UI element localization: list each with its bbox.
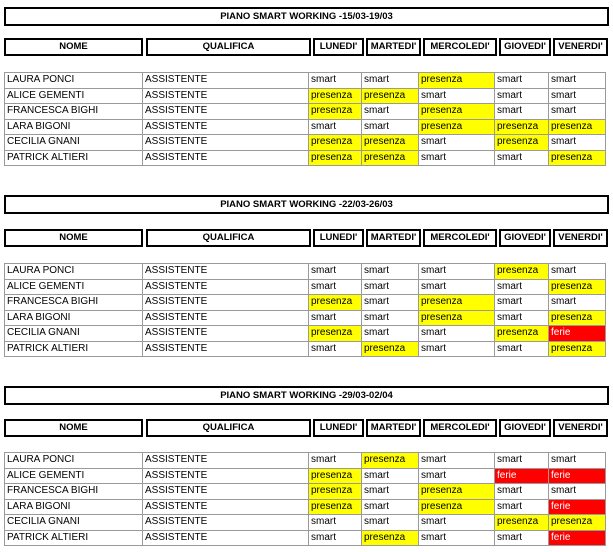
lunedi-status-cell[interactable]: smart [309, 119, 362, 135]
martedi-status-cell[interactable]: presenza [362, 88, 419, 104]
mercoledi-status-cell[interactable]: smart [419, 135, 495, 151]
lunedi-status-cell[interactable]: presenza [309, 468, 362, 484]
name-cell[interactable]: CECILIA GNANI [5, 135, 143, 151]
venerdi-status-cell[interactable]: smart [549, 104, 606, 120]
martedi-status-cell[interactable]: smart [362, 468, 419, 484]
qualifica-cell[interactable]: ASSISTENTE [143, 279, 309, 295]
lunedi-status-cell[interactable]: smart [309, 310, 362, 326]
martedi-status-cell[interactable]: smart [362, 264, 419, 280]
giovedi-status-cell[interactable]: smart [495, 310, 549, 326]
giovedi-status-cell[interactable]: smart [495, 88, 549, 104]
giovedi-status-cell[interactable]: presenza [495, 264, 549, 280]
header-mercoledi: MERCOLEDI' [423, 38, 497, 56]
lunedi-status-cell[interactable]: presenza [309, 135, 362, 151]
name-cell[interactable]: LARA BIGONI [5, 499, 143, 515]
martedi-status-cell[interactable]: presenza [362, 530, 419, 546]
qualifica-cell[interactable]: ASSISTENTE [143, 326, 309, 342]
qualifica-cell[interactable]: ASSISTENTE [143, 264, 309, 280]
header-lunedi: LUNEDI' [313, 419, 364, 437]
name-cell[interactable]: PATRICK ALTIERI [5, 150, 143, 166]
lunedi-status-cell[interactable]: smart [309, 530, 362, 546]
giovedi-status-cell[interactable]: smart [495, 279, 549, 295]
qualifica-cell[interactable]: ASSISTENTE [143, 135, 309, 151]
qualifica-cell[interactable]: ASSISTENTE [143, 295, 309, 311]
venerdi-status-cell[interactable]: presenza [549, 515, 606, 531]
header-mercoledi: MERCOLEDI' [423, 229, 497, 247]
header-venerdi: VENERDI' [553, 419, 608, 437]
name-cell[interactable]: LAURA PONCI [5, 264, 143, 280]
venerdi-status-cell[interactable]: presenza [549, 279, 606, 295]
lunedi-status-cell[interactable]: presenza [309, 88, 362, 104]
venerdi-status-cell[interactable]: presenza [549, 310, 606, 326]
table-row [5, 264, 606, 280]
mercoledi-status-cell[interactable]: smart [419, 468, 495, 484]
table-row [5, 104, 606, 120]
venerdi-status-cell[interactable]: smart [549, 484, 606, 500]
martedi-status-cell[interactable]: smart [362, 326, 419, 342]
mercoledi-status-cell[interactable]: smart [419, 341, 495, 357]
qualifica-cell[interactable]: ASSISTENTE [143, 88, 309, 104]
schedule-table [4, 452, 606, 546]
lunedi-status-cell[interactable]: smart [309, 279, 362, 295]
table-row [5, 150, 606, 166]
martedi-status-cell[interactable]: smart [362, 279, 419, 295]
table-row [5, 499, 606, 515]
name-cell[interactable]: LAURA PONCI [5, 73, 143, 89]
name-cell[interactable]: PATRICK ALTIERI [5, 341, 143, 357]
martedi-status-cell[interactable]: smart [362, 295, 419, 311]
schedule-table [4, 72, 606, 166]
martedi-status-cell[interactable]: presenza [362, 341, 419, 357]
lunedi-status-cell[interactable]: smart [309, 264, 362, 280]
header-qualifica: QUALIFICA [146, 419, 311, 437]
qualifica-cell[interactable]: ASSISTENTE [143, 453, 309, 469]
martedi-status-cell[interactable]: smart [362, 104, 419, 120]
header-nome: NOME [4, 38, 143, 56]
section-title: PIANO SMART WORKING -22/03-26/03 [4, 195, 609, 214]
table-row [5, 484, 606, 500]
venerdi-status-cell[interactable]: ferie [549, 326, 606, 342]
giovedi-status-cell[interactable]: presenza [495, 135, 549, 151]
venerdi-status-cell[interactable]: ferie [549, 530, 606, 546]
lunedi-status-cell[interactable]: smart [309, 73, 362, 89]
martedi-status-cell[interactable]: smart [362, 73, 419, 89]
venerdi-status-cell[interactable]: ferie [549, 468, 606, 484]
qualifica-cell[interactable]: ASSISTENTE [143, 468, 309, 484]
giovedi-status-cell[interactable]: smart [495, 341, 549, 357]
lunedi-status-cell[interactable]: presenza [309, 326, 362, 342]
venerdi-status-cell[interactable]: presenza [549, 341, 606, 357]
name-cell[interactable]: ALICE GEMENTI [5, 468, 143, 484]
header-martedi: MARTEDI' [366, 38, 421, 56]
lunedi-status-cell[interactable]: smart [309, 515, 362, 531]
table-row [5, 326, 606, 342]
martedi-status-cell[interactable]: presenza [362, 150, 419, 166]
table-row [5, 341, 606, 357]
mercoledi-status-cell[interactable]: presenza [419, 295, 495, 311]
venerdi-status-cell[interactable]: smart [549, 453, 606, 469]
venerdi-status-cell[interactable]: presenza [549, 150, 606, 166]
schedule-table [4, 263, 606, 357]
header-row [4, 229, 608, 247]
table-row [5, 530, 606, 546]
name-cell[interactable]: CECILIA GNANI [5, 515, 143, 531]
table-row [5, 119, 606, 135]
giovedi-status-cell[interactable]: smart [495, 73, 549, 89]
name-cell[interactable]: ALICE GEMENTI [5, 88, 143, 104]
giovedi-status-cell[interactable]: smart [495, 499, 549, 515]
section-title: PIANO SMART WORKING -29/03-02/04 [4, 386, 609, 405]
name-cell[interactable]: FRANCESCA BIGHI [5, 484, 143, 500]
table-row [5, 515, 606, 531]
name-cell[interactable]: PATRICK ALTIERI [5, 530, 143, 546]
section-title: PIANO SMART WORKING -15/03-19/03 [4, 7, 609, 26]
giovedi-status-cell[interactable]: smart [495, 484, 549, 500]
qualifica-cell[interactable]: ASSISTENTE [143, 73, 309, 89]
table-row [5, 135, 606, 151]
name-cell[interactable]: LARA BIGONI [5, 119, 143, 135]
header-lunedi: LUNEDI' [313, 38, 364, 56]
venerdi-status-cell[interactable]: smart [549, 295, 606, 311]
mercoledi-status-cell[interactable]: presenza [419, 484, 495, 500]
mercoledi-status-cell[interactable]: smart [419, 530, 495, 546]
mercoledi-status-cell[interactable]: smart [419, 279, 495, 295]
table-row [5, 468, 606, 484]
header-nome: NOME [4, 229, 143, 247]
name-cell[interactable]: LARA BIGONI [5, 310, 143, 326]
giovedi-status-cell[interactable]: presenza [495, 119, 549, 135]
mercoledi-status-cell[interactable]: smart [419, 326, 495, 342]
giovedi-status-cell[interactable]: presenza [495, 326, 549, 342]
header-qualifica: QUALIFICA [146, 38, 311, 56]
mercoledi-status-cell[interactable]: presenza [419, 73, 495, 89]
header-giovedi: GIOVEDI' [499, 229, 551, 247]
qualifica-cell[interactable]: ASSISTENTE [143, 499, 309, 515]
martedi-status-cell[interactable]: smart [362, 310, 419, 326]
header-martedi: MARTEDI' [366, 229, 421, 247]
name-cell[interactable]: CECILIA GNANI [5, 326, 143, 342]
lunedi-status-cell[interactable]: smart [309, 341, 362, 357]
header-martedi: MARTEDI' [366, 419, 421, 437]
qualifica-cell[interactable]: ASSISTENTE [143, 310, 309, 326]
table-row [5, 279, 606, 295]
table-row [5, 453, 606, 469]
martedi-status-cell[interactable]: smart [362, 499, 419, 515]
mercoledi-status-cell[interactable]: smart [419, 150, 495, 166]
martedi-status-cell[interactable]: presenza [362, 135, 419, 151]
giovedi-status-cell[interactable]: presenza [495, 515, 549, 531]
mercoledi-status-cell[interactable]: smart [419, 264, 495, 280]
name-cell[interactable]: LAURA PONCI [5, 453, 143, 469]
venerdi-status-cell[interactable]: smart [549, 88, 606, 104]
table-row [5, 73, 606, 89]
mercoledi-status-cell[interactable]: presenza [419, 104, 495, 120]
table-row [5, 295, 606, 311]
mercoledi-status-cell[interactable]: smart [419, 88, 495, 104]
lunedi-status-cell[interactable]: smart [309, 453, 362, 469]
venerdi-status-cell[interactable]: smart [549, 73, 606, 89]
martedi-status-cell[interactable]: smart [362, 119, 419, 135]
name-cell[interactable]: ALICE GEMENTI [5, 279, 143, 295]
header-nome: NOME [4, 419, 143, 437]
giovedi-status-cell[interactable]: ferie [495, 468, 549, 484]
lunedi-status-cell[interactable]: presenza [309, 150, 362, 166]
lunedi-status-cell[interactable]: presenza [309, 499, 362, 515]
header-mercoledi: MERCOLEDI' [423, 419, 497, 437]
qualifica-cell[interactable]: ASSISTENTE [143, 150, 309, 166]
giovedi-status-cell[interactable]: smart [495, 295, 549, 311]
qualifica-cell[interactable]: ASSISTENTE [143, 484, 309, 500]
giovedi-status-cell[interactable]: smart [495, 530, 549, 546]
lunedi-status-cell[interactable]: presenza [309, 104, 362, 120]
qualifica-cell[interactable]: ASSISTENTE [143, 104, 309, 120]
header-venerdi: VENERDI' [553, 229, 608, 247]
venerdi-status-cell[interactable]: presenza [549, 119, 606, 135]
header-row [4, 38, 608, 56]
name-cell[interactable]: FRANCESCA BIGHI [5, 104, 143, 120]
lunedi-status-cell[interactable]: presenza [309, 295, 362, 311]
header-row [4, 419, 608, 437]
martedi-status-cell[interactable]: presenza [362, 453, 419, 469]
venerdi-status-cell[interactable]: smart [549, 135, 606, 151]
mercoledi-status-cell[interactable]: smart [419, 515, 495, 531]
qualifica-cell[interactable]: ASSISTENTE [143, 530, 309, 546]
header-venerdi: VENERDI' [553, 38, 608, 56]
lunedi-status-cell[interactable]: presenza [309, 484, 362, 500]
table-row [5, 310, 606, 326]
qualifica-cell[interactable]: ASSISTENTE [143, 341, 309, 357]
qualifica-cell[interactable]: ASSISTENTE [143, 119, 309, 135]
header-qualifica: QUALIFICA [146, 229, 311, 247]
qualifica-cell[interactable]: ASSISTENTE [143, 515, 309, 531]
giovedi-status-cell[interactable]: smart [495, 150, 549, 166]
table-row [5, 88, 606, 104]
venerdi-status-cell[interactable]: ferie [549, 499, 606, 515]
mercoledi-status-cell[interactable]: presenza [419, 310, 495, 326]
mercoledi-status-cell[interactable]: presenza [419, 119, 495, 135]
mercoledi-status-cell[interactable]: smart [419, 453, 495, 469]
header-lunedi: LUNEDI' [313, 229, 364, 247]
name-cell[interactable]: FRANCESCA BIGHI [5, 295, 143, 311]
giovedi-status-cell[interactable]: smart [495, 104, 549, 120]
martedi-status-cell[interactable]: smart [362, 484, 419, 500]
mercoledi-status-cell[interactable]: presenza [419, 499, 495, 515]
header-giovedi: GIOVEDI' [499, 419, 551, 437]
venerdi-status-cell[interactable]: smart [549, 264, 606, 280]
martedi-status-cell[interactable]: smart [362, 515, 419, 531]
giovedi-status-cell[interactable]: smart [495, 453, 549, 469]
header-giovedi: GIOVEDI' [499, 38, 551, 56]
